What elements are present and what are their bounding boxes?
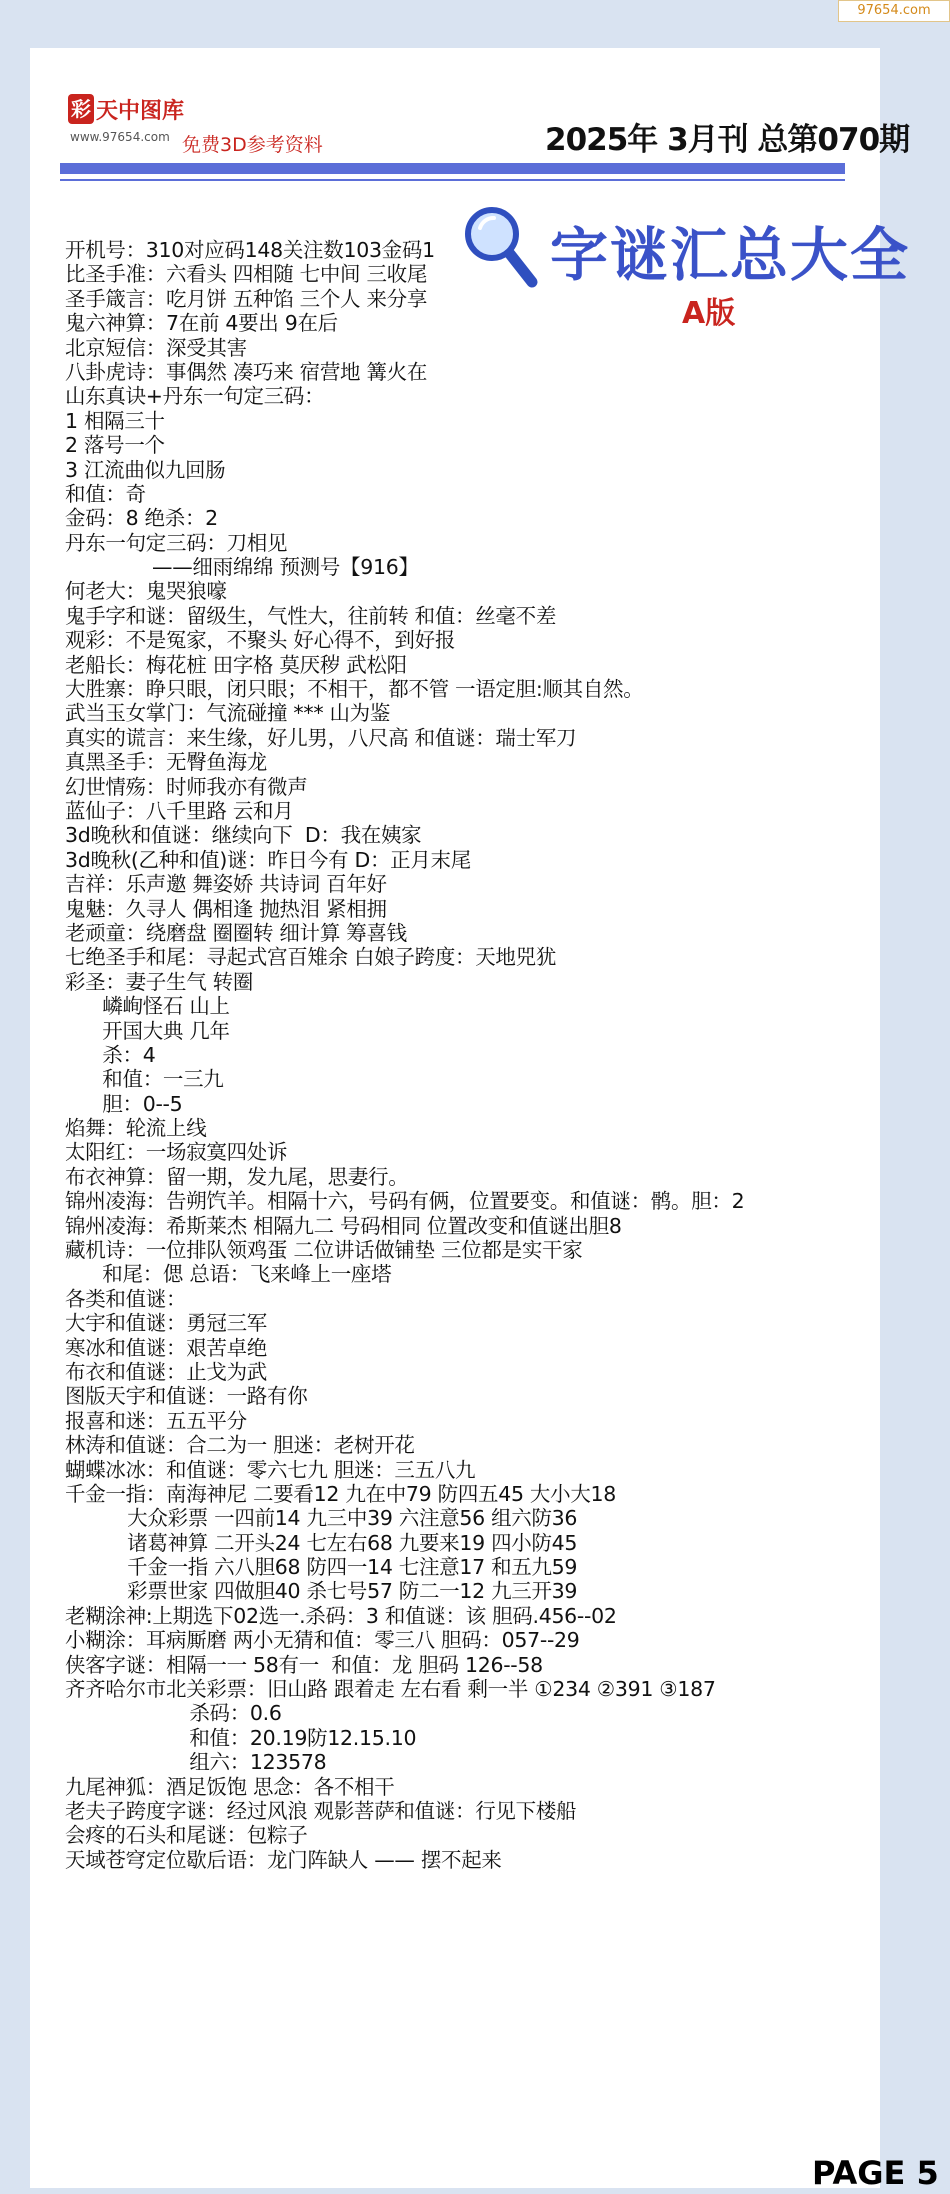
text-line: 开国大典 几年 bbox=[65, 1018, 230, 1043]
text-line: 胆：0--5 bbox=[65, 1091, 183, 1116]
text-line: 千金一指：南海神尼 二要看12 九在中79 防四五45 大小大18 bbox=[65, 1481, 617, 1506]
text-line: 比圣手准：六看头 四相随 七中间 三收尾 bbox=[65, 262, 428, 287]
text-line: 齐齐哈尔市北关彩票：旧山路 跟着走 左右看 剩一半 ①234 ②391 ③187 bbox=[65, 1677, 716, 1702]
watermark: 97654.com bbox=[838, 0, 950, 22]
document-page bbox=[30, 48, 939, 2192]
text-line: 焰舞：轮流上线 bbox=[65, 1116, 207, 1141]
text-line: 千金一指 六八胆68 防四一14 七注意17 和五九59 bbox=[65, 1555, 578, 1580]
text-line: 杀码：0.6 bbox=[65, 1701, 282, 1726]
text-line: 和值：20.19防12.15.10 bbox=[65, 1725, 417, 1750]
text-line: 嶙峋怪石 山上 bbox=[65, 994, 230, 1019]
text-line: 天域苍穹定位歇后语：龙门阵缺人 —— 摆不起来 bbox=[65, 1847, 502, 1872]
text-line: 何老大：鬼哭狼嚎 bbox=[65, 579, 227, 604]
text-line: 布衣神算：留一期，发九尾，思妻行。 bbox=[65, 1164, 409, 1189]
text-line: 金码：8 绝杀：2 bbox=[65, 506, 218, 531]
text-line: 寒冰和值谜：艰苦卓绝 bbox=[65, 1335, 267, 1360]
text-line: 山东真诀+丹东一句定三码： bbox=[65, 384, 325, 409]
text-line: 鬼手字和谜：留级生，气性大，往前转 和值：丝毫不差 bbox=[65, 603, 557, 628]
text-line: 真黑圣手：无臀鱼海龙 bbox=[65, 750, 267, 775]
text-line: 老顽童：绕磨盘 圈圈转 细计算 筹喜钱 bbox=[65, 920, 407, 945]
text-line: 彩票世家 四做胆40 杀七号57 防二一12 九三开39 bbox=[65, 1579, 578, 1604]
text-line: 彩圣：妻子生气 转圈 bbox=[65, 969, 254, 994]
text-line: 林涛和值谜：合二为一 胆迷：老树开花 bbox=[65, 1433, 415, 1458]
text-line: 报喜和迷：五五平分 bbox=[65, 1408, 247, 1433]
text-line: 丹东一句定三码：刀相见 bbox=[65, 530, 288, 555]
text-line: 观彩：不是冤家，不聚头 好心得不，到好报 bbox=[65, 628, 456, 653]
text-line: 和值：奇 bbox=[65, 481, 146, 506]
text-line: 太阳红：一场寂寞四处诉 bbox=[65, 1140, 288, 1165]
text-line: 和尾：偲 总语：飞来峰上一座塔 bbox=[65, 1262, 392, 1287]
text-line: 会疼的石头和尾谜：包粽子 bbox=[65, 1823, 308, 1848]
logo-mark: 彩 bbox=[68, 94, 94, 124]
text-line: 九尾神狐：酒足饭饱 思念：各不相干 bbox=[65, 1774, 395, 1799]
text-line: 老船长：梅花桩 田字格 莫厌秽 武松阳 bbox=[65, 652, 407, 677]
logo-name: 天中图库 bbox=[96, 98, 185, 124]
text-line: 3d晚秋(乙种和值)谜：昨日今有 D：正月末尾 bbox=[65, 847, 471, 872]
logo-url: www.97654.com bbox=[70, 130, 170, 144]
text-line: 鬼六神算：7在前 4要出 9在后 bbox=[65, 311, 338, 336]
text-line: 大胜寨：睁只眼，闭只眼；不相干，都不管 一语定胆:顺其自然。 bbox=[65, 677, 644, 702]
page-number: PAGE 5 bbox=[812, 2154, 939, 2192]
tagline: 免费3D参考资料 bbox=[182, 134, 323, 156]
text-line: 小糊涂：耳病厮磨 两小无猜和值：零三八 胆码：057--29 bbox=[65, 1628, 580, 1653]
text-line: 藏机诗：一位排队领鸡蛋 二位讲话做铺垫 三位都是实干家 bbox=[65, 1238, 583, 1263]
text-line: 开机号：310对应码148关注数103金码1 bbox=[65, 238, 435, 262]
text-line: 蝴蝶冰冰：和值谜：零六七九 胆迷：三五八九 bbox=[65, 1457, 476, 1482]
header-rule-thin bbox=[60, 179, 845, 181]
text-line: 1 相隔三十 bbox=[65, 408, 165, 433]
text-line: 北京短信：深受其害 bbox=[65, 335, 247, 360]
text-line: 各类和值谜： bbox=[65, 1286, 187, 1311]
text-line: 吉祥：乐声邀 舞姿娇 共诗词 百年好 bbox=[65, 872, 387, 897]
text-line: 真实的谎言：来生缘，好儿男，八尺高 和值谜：瑞士军刀 bbox=[65, 725, 577, 750]
text-line: 老糊涂神:上期选下02选一.杀码：3 和值谜：该 胆码.456--02 bbox=[65, 1603, 617, 1628]
text-line: 3d晚秋和值谜：继续向下 D：我在姨家 bbox=[65, 823, 422, 848]
text-line: ——细雨绵绵 预测号【916】 bbox=[65, 555, 419, 580]
text-line: 大众彩票 一四前14 九三中39 六注意56 组六防36 bbox=[65, 1506, 578, 1531]
text-line: 幻世情殇：时师我亦有微声 bbox=[65, 774, 308, 799]
issue-title: 2025年 3月刊 总第070期 bbox=[545, 122, 910, 158]
text-line: 锦州凌海：告朔饩羊。相隔十六，号码有俩，位置要变。和值谜：鹘。胆：2 bbox=[65, 1189, 745, 1214]
text-line: 七绝圣手和尾：寻起式宫百雉余 白娘子跨度：天地兕犹 bbox=[65, 945, 557, 970]
text-line: 老夫子跨度字谜：经过风浪 观影菩萨和值谜：行见下楼船 bbox=[65, 1799, 577, 1823]
text-line: 鬼魅：久寻人 偶相逢 抛热泪 紧相拥 bbox=[65, 896, 387, 921]
text-line: 和值：一三九 bbox=[65, 1067, 224, 1092]
text-line: 图版天宇和值谜：一路有你 bbox=[65, 1384, 308, 1409]
text-line: 蓝仙子：八千里路 云和月 bbox=[65, 798, 294, 823]
text-line: 组六：123578 bbox=[65, 1750, 327, 1775]
text-line: 武当玉女掌门：气流碰撞 *** 山为鉴 bbox=[65, 701, 391, 726]
text-line: 2 落号一个 bbox=[65, 433, 165, 458]
text-line: 3 江流曲似九回肠 bbox=[65, 457, 226, 482]
text-line: 侠客字谜：相隔一一 58有一 和值：龙 胆码 126--58 bbox=[65, 1652, 543, 1677]
text-line: 八卦虎诗：事偶然 凑巧来 宿营地 篝火在 bbox=[65, 359, 428, 384]
content-body bbox=[65, 238, 865, 1872]
text-line: 杀：4 bbox=[65, 1042, 156, 1067]
text-line: 布衣和值谜：止戈为武 bbox=[65, 1359, 267, 1384]
text-line: 诸葛神算 二开头24 七左右68 九要来19 四小防45 bbox=[65, 1530, 578, 1555]
edition-label: A版 bbox=[682, 296, 736, 331]
header-rule-thick bbox=[60, 163, 845, 174]
text-line: 大宇和值谜：勇冠三军 bbox=[65, 1311, 267, 1336]
text-line: 锦州凌海：希斯莱杰 相隔九二 号码相同 位置改变和值谜出胆8 bbox=[65, 1213, 622, 1238]
page-title: 字谜汇总大全 bbox=[550, 221, 911, 289]
text-line: 圣手箴言：吃月饼 五种馅 三个人 来分享 bbox=[65, 286, 428, 311]
